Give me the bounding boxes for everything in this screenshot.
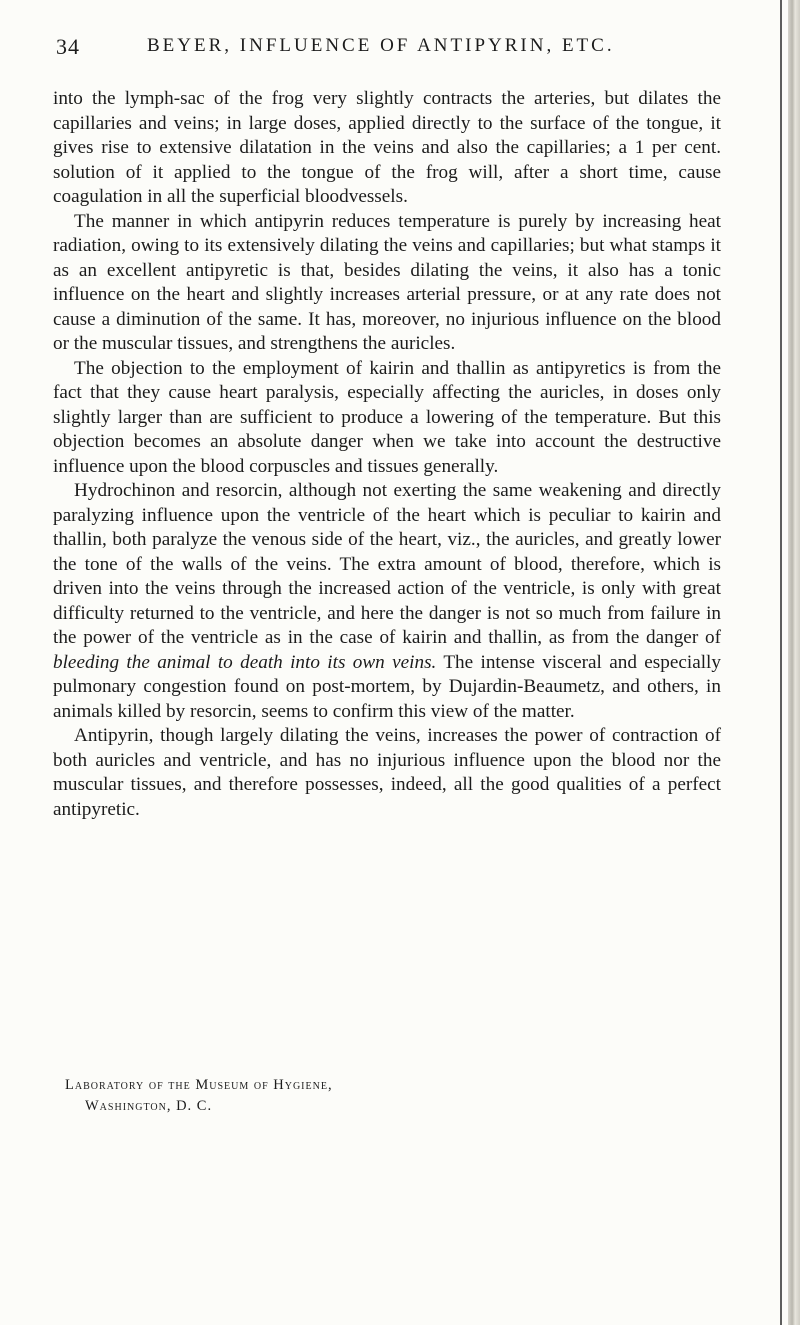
signature-line-2: Washington, D. C. [85, 1098, 213, 1114]
text-segment: The objection to the employment of kairin and thallin as antipyretics is from the fact that they cause heart paralysis, especially affecting the auricles, in doses only slightly larger than are sufficient to produce a lowering of the temperature. But this objection becomes an absolute danger when we take into account the destructive influence upon the blood corpuscles and tissues generally. [53, 357, 721, 477]
text-segment: Antipyrin, though largely dilating the veins, increases the power of contraction of both auricles and ventricle, and has no injurious influence upon the blood nor the muscular tissues, and therefore possesses, indeed, all the good qualities of a perfect antipyretic. [53, 725, 721, 820]
article-body [53, 87, 721, 822]
paragraph [53, 87, 721, 210]
page-number: 34 [56, 34, 80, 59]
running-head-title: BEYER, INFLUENCE OF ANTIPYRIN, ETC. [147, 35, 615, 56]
paragraph [53, 724, 721, 822]
text-segment: into the lymph-sac of the frog very slightly contracts the arteries, but dilates the capillaries and veins; in large doses, applied directly to the surface of the tongue, it gives rise to extensive dilatation in the veins and also the capillaries; a 1 per cent. solution of it applied to the tongue of the frog will, after a short time, cause coagulation in all the superficial bloodvessels. [53, 88, 721, 207]
running-header [56, 34, 720, 64]
paragraph [53, 357, 721, 480]
binding-shadow-line [780, 0, 782, 1325]
signature-line-1: Laboratory of the Museum of Hygiene, [65, 1077, 333, 1093]
text-segment: The intense visceral and especially pulmonary congestion found on post-mortem, by Dujardin-Beaumetz, and others, in animals killed by resorcin, seems to confirm this view of the matter. [53, 651, 721, 722]
italic-text-segment: bleeding the animal to death into its own veins. [53, 651, 437, 673]
text-segment: The manner in which antipyrin reduces temperature is purely by increasing heat radiation, owing to its extensively dilating the veins and capillaries; but what stamps it as an excellent antipyretic is that, besides dilating the veins, it also has a tonic influence on the heart and slightly increases arterial pressure, or at any rate does not cause a diminution of the same. It has, moreover, no injurious influence on the blood or the muscular tissues, and strengthens the auricles. [53, 210, 721, 354]
paragraph [53, 210, 721, 357]
signature-block [65, 1075, 333, 1117]
paragraph [53, 479, 721, 724]
text-segment: Hydrochinon and resorcin, although not exerting the same weakening and directly paralyzing influence upon the ventricle of the heart which is peculiar to kairin and thallin, both paralyze the venous side of the heart, viz., the auricles, and greatly lower the tone of the walls of the veins. The extra amount of blood, therefore, which is driven into the veins through the increased action of the ventricle, is only with great difficulty returned to the ventricle, and here the danger is not so much from failure in the power of the ventricle as in the case of kairin and thallin, as from the danger of [53, 480, 721, 648]
page-edge [788, 0, 800, 1325]
